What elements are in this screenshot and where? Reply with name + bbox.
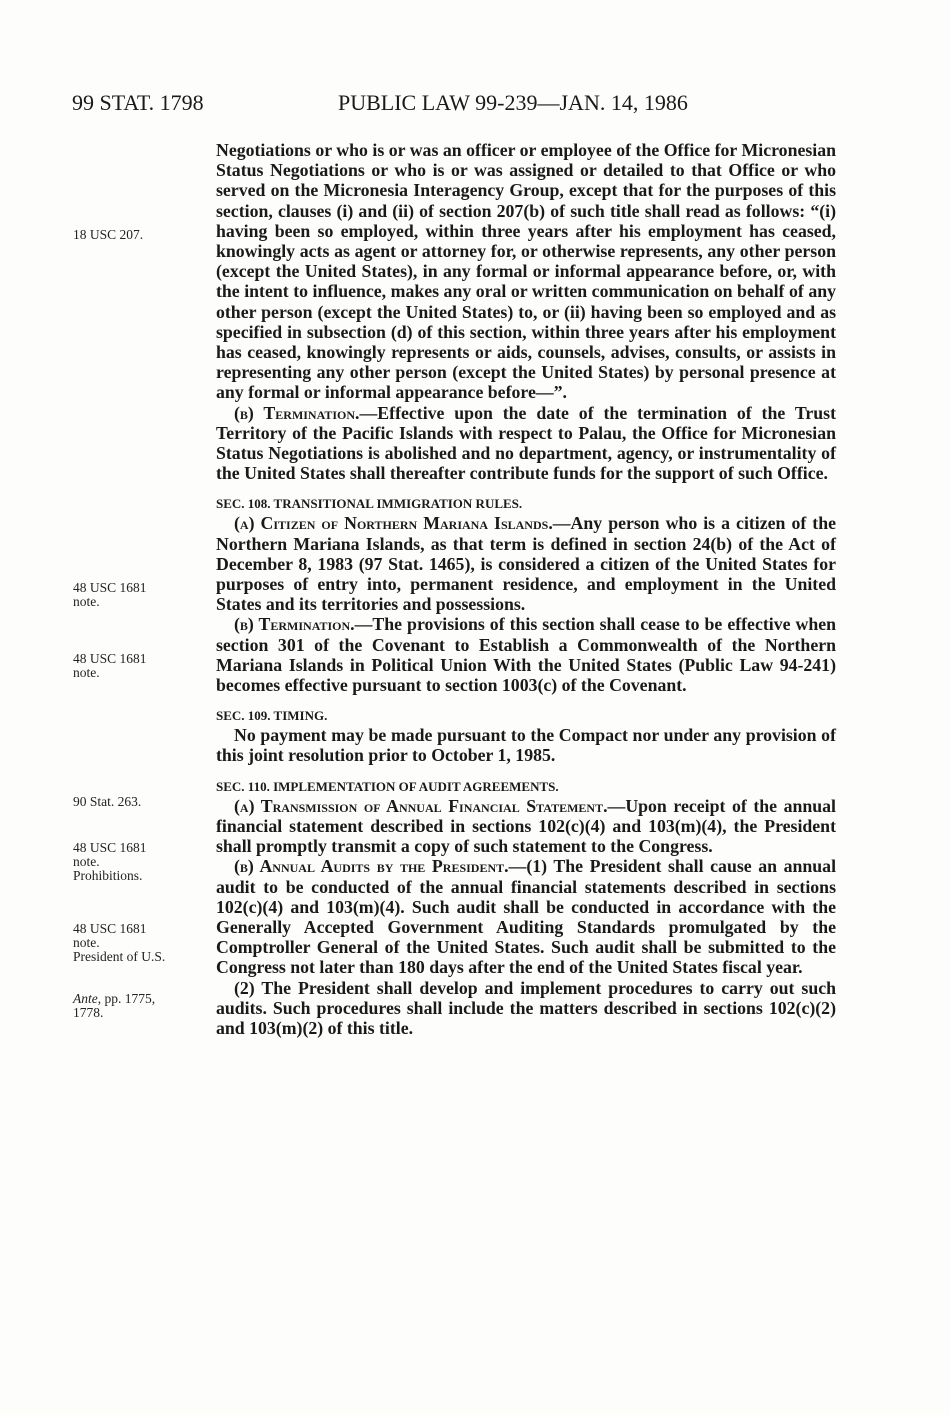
margin-note-text: 48 USC 1681 [73,580,147,595]
subsection-label: (b) Termination. [234,402,360,423]
subsection-label: (b) Termination. [234,614,355,635]
margin-note-text: 18 USC 207. [73,227,144,242]
margin-note-text: 1778. [73,1005,104,1020]
margin-note-18-usc-207 [73,228,198,242]
section-110-heading: SEC. 110. IMPLEMENTATION OF AUDIT AGREEMENTS. [216,778,559,794]
section-109-heading: SEC. 109. TIMING. [216,708,328,724]
margin-note-ante [73,992,198,1020]
public-law-reference: PUBLIC LAW 99-239—JAN. 14, 1986 [338,90,688,115]
margin-note-text: note. [73,854,100,869]
paragraph-text: —Effective upon the date of the termination of the Trust Territory of the Pacific Islands with respect to Palau, the Office for Micronesian Status Negotiations is abolished and no department, agency, or instrumentality of the United States shall thereafter contribute funds for the support of such Office. [216,402,836,484]
margin-note-48-usc-1681-a [73,581,198,609]
paragraph-text: —Upon receipt of the annual financial statement described in sections 102(c)(4) and 103(m)(4), the President shall promptly transmit a copy of such statement to the Congress. [216,795,836,857]
paragraph-termination-b [216,614,836,695]
margin-note-text: Ante [73,991,98,1006]
margin-note-48-usc-1681-b [73,652,198,680]
margin-note-text: note. [73,665,100,680]
paragraph-text: —The provisions of this section shall cease to be effective when section 301 of the Covenant to Establish a Commonwealth of the Northern Mariana Islands in Political Union With the United States (Public Law 94-241) becomes effective pursuant to section 1003(c) of the Covenant. [216,614,837,696]
subsection-label: (b) Annual Audits by the President. [234,856,509,877]
margin-note-text: note. [73,935,100,950]
margin-note-text: , pp. 1775, [97,991,156,1006]
section-108-heading: SEC. 108. TRANSITIONAL IMMIGRATION RULES. [216,496,523,512]
page-reference: 99 STAT. 1798 [72,90,204,115]
paragraph-termination-a [216,403,836,484]
document-body [216,140,836,1038]
paragraph-annual-audits [216,856,836,977]
paragraph-citizen [216,513,836,614]
margin-note-text: 48 USC 1681 [73,840,147,855]
paragraph-procedures: (2) The President shall develop and implement procedures to carry out such audits. Such procedures shall include the matters described in sections 102(c)(2) and 103(m)(2) of this title. [216,977,836,1038]
paragraph-text: —(1) The President shall cause an annual audit to be conducted of the annual financial statements described in sections 102(c)(4) and 103(m)(4). Such audit shall be conducted in accordance with the Generally Accepted Government Auditing Standards promulgated by the Comptroller General of the United States. Such audit shall be submitted to the Congress not later than 180 days after the end of the United States fiscal year. [216,856,837,978]
paragraph-text: —Any person who is a citizen of the Northern Mariana Islands, as that term is defined in section 24(b) of the Act of December 8, 1983 (97 Stat. 1465), is considered a citizen of the United States for purposes of entry into, permanent residence, and employment in the United States and its territories and possessions. [216,513,836,615]
margin-note-text: note. [73,594,100,609]
margin-note-text: 90 Stat. 263. [73,794,142,809]
margin-note-48-usc-1681-c [73,841,198,883]
page-header [72,90,872,124]
margin-note-text: Prohibitions. [73,868,143,883]
margin-note-text: President of U.S. [73,949,166,964]
paragraph-transmission [216,796,836,857]
paragraph-timing: No payment may be made pursuant to the Compact nor under any provision of this joint resolution prior to October 1, 1985. [216,725,836,766]
margin-note-90-stat-263 [73,795,198,809]
margin-note-text: 48 USC 1681 [73,921,147,936]
margin-note-text: 48 USC 1681 [73,651,147,666]
paragraph-continuation: Negotiations or who is or was an officer or employee of the Office for Micronesian Status Negotiations or who is or was assigned or detailed to that Office or who served on the Micronesia Interagency Group, except that for the purposes of this section, clauses (i) and (ii) of section 207(b) of such title shall read as follows: “(i) having been so employed, within three years after his employment has ceased, knowingly acts as agent or attorney for, or otherwise represents, any other person (except the United States), in any formal or informal appearance before, or, with the intent to influence, makes any oral or written communication on behalf of any other person (except the United States) to, or (ii) having been so employed and as specified in subsection (d) of this section, within three years after his employment has ceased, knowingly represents or aids, counsels, advises, consults, or assists in representing any other person (except the United States) by personal presence at any formal or informal appearance before—”. [216,140,836,403]
subsection-label: (a) Citizen of Northern Mariana Islands. [234,513,553,534]
margin-note-48-usc-1681-d [73,922,198,964]
subsection-label: (a) Transmission of Annual Financial Statement. [234,795,608,816]
